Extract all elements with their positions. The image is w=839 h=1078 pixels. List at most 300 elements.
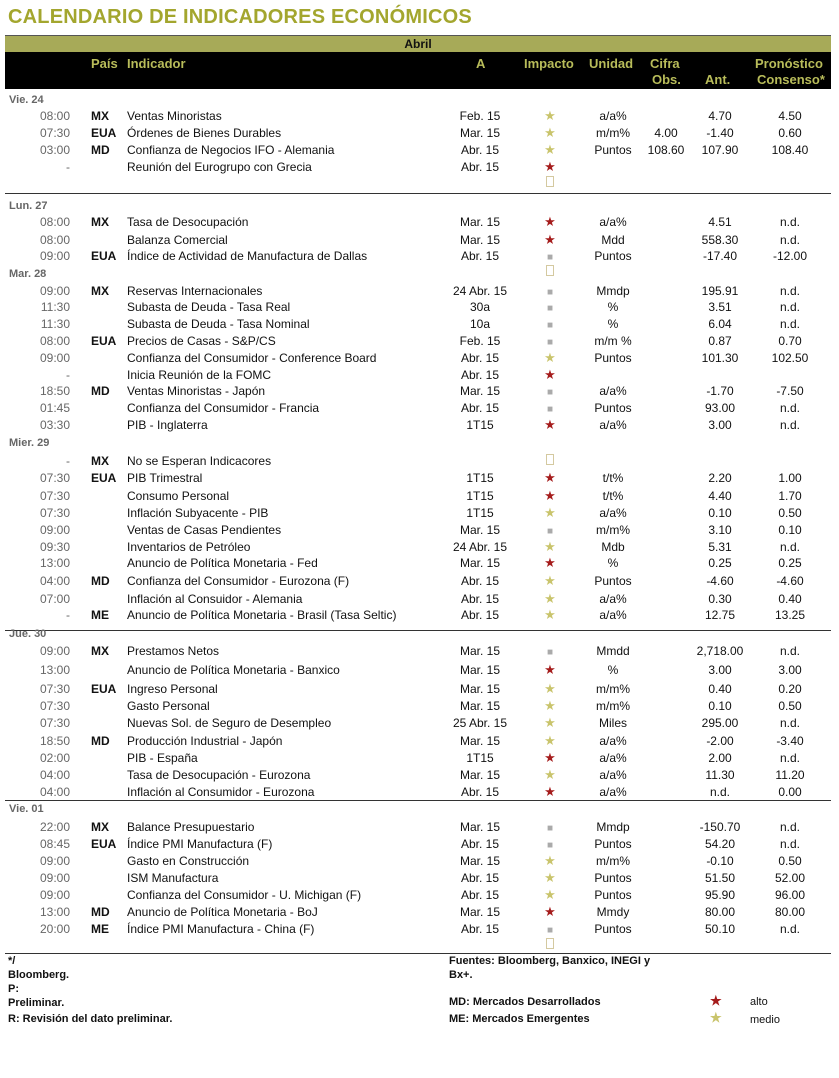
table-row [0,592,839,609]
footer-sources: Bx+. [449,969,473,981]
star-medium-icon: ★ [544,350,556,365]
table-row [0,871,839,888]
time-cell: 13:00 [39,556,70,570]
time-cell: 08:00 [39,215,70,229]
previous-cell: -1.70 [706,384,734,398]
legend-alto: alto [750,996,768,1008]
indicator-cell: No se Esperan Indicacores [127,454,272,468]
period-cell: Mar. 15 [459,384,501,398]
previous-cell: 3.51 [708,300,732,314]
period-cell: 24 Abr. 15 [452,540,508,554]
unit-cell: a/a% [599,734,627,748]
star-medium-icon: ★ [710,1010,722,1025]
table-row [0,608,839,625]
impact-cell [540,663,560,677]
consensus-cell: 11.20 [775,768,805,782]
time-cell: 07:00 [39,592,70,606]
time-cell: 09:00 [39,888,70,902]
star-high-icon: ★ [544,214,556,229]
observed-cell: 108.60 [647,143,685,157]
time-cell: - [66,608,70,622]
time-cell: 08:00 [39,334,70,348]
consensus-cell: -3.40 [776,734,804,748]
table-row [0,922,839,939]
impact-cell [540,768,560,782]
period-cell: Abr. 15 [460,888,500,902]
consensus-cell: 52.00 [774,871,806,885]
unit-cell: % [607,317,619,331]
impact-cell [540,317,560,333]
impact-cell [540,734,560,748]
time-cell: 11:30 [40,317,70,331]
indicator-cell: Tasa de Desocupación - Eurozona [127,768,311,782]
table-row [0,265,839,282]
star-high-icon: ★ [544,662,556,677]
indicator-cell: Confianza del Consumidor - Francia [127,401,320,415]
unit-cell: t/t% [602,489,624,503]
impact-cell [540,785,560,799]
indicator-cell: Confianza del Consumidor - U. Michigan (F) [127,888,362,902]
consensus-cell: 3.00 [778,663,802,677]
consensus-cell: n.d. [779,922,800,936]
indicator-cell: Confianza de Negocios IFO - Alemania [127,143,335,157]
consensus-cell: n.d. [779,837,800,851]
time-cell: 13:00 [39,905,70,919]
unit-cell: % [607,663,619,677]
unit-cell: t/t% [602,471,624,485]
previous-cell: n.d. [709,785,730,799]
time-cell: 09:00 [39,249,70,263]
footer-sources: Fuentes: Bloomberg, Banxico, INEGI y [449,955,651,967]
table-row [0,837,839,854]
previous-cell: 50.10 [704,922,736,936]
consensus-cell: 0.20 [778,682,802,696]
table-row [0,574,839,591]
unit-cell: Puntos [594,922,632,936]
consensus-cell: 80.00 [774,905,806,919]
impact-cell [540,938,560,952]
previous-cell: 2.00 [708,751,732,765]
period-cell: Mar. 15 [459,854,501,868]
indicator-cell: PIB Trimestral [127,471,203,485]
previous-cell: 3.00 [708,418,732,432]
previous-cell: 51.50 [704,871,736,885]
time-cell: - [66,160,70,174]
table-row [0,699,839,716]
previous-cell: 3.10 [708,523,732,537]
table-row [0,644,839,661]
period-cell: Mar. 15 [459,682,501,696]
square-low-icon: ■ [546,840,554,851]
previous-cell: -150.70 [699,820,741,834]
previous-cell: 54.20 [704,837,736,851]
indicator-cell: Balance Presupuestario [127,820,255,834]
period-cell: 1T15 [466,471,494,485]
impact-cell [540,608,560,622]
time-cell: - [66,368,70,382]
consensus-cell: 1.00 [778,471,802,485]
unit-cell: a/a% [599,751,627,765]
table-row [0,540,839,557]
consensus-cell: 0.70 [778,334,802,348]
impact-cell [540,644,560,660]
previous-cell: 80.00 [704,905,736,919]
indicator-cell: Índice de Actividad de Manufactura de Dallas [127,249,368,263]
period-cell: Mar. 15 [459,523,501,537]
empty-box-icon [546,265,554,276]
star-high-icon: ★ [544,232,556,247]
impact-cell [540,265,560,279]
impact-cell [540,716,560,730]
unit-cell: a/a% [599,418,627,432]
country-cell: EUA [91,249,117,263]
period-cell: Mar. 15 [459,768,501,782]
time-cell: 09:00 [39,523,70,537]
period-cell: Mar. 15 [459,663,501,677]
consensus-cell: n.d. [779,317,800,331]
previous-cell: 101.30 [701,351,739,365]
indicator-cell: Anuncio de Política Monetaria - Fed [127,556,318,570]
table-row [0,454,839,471]
unit-cell: Mmdy [596,905,630,919]
legend-medio: medio [750,1014,780,1026]
impact-cell [540,418,560,432]
table-row [0,785,839,802]
period-cell: Abr. 15 [460,574,500,588]
previous-cell: 0.10 [708,699,732,713]
col-indicador: Indicador [127,56,186,71]
star-medium-icon: ★ [544,573,556,588]
period-cell: Mar. 15 [459,644,501,658]
period-cell: 30a [469,300,491,314]
table-row [0,317,839,334]
indicator-cell: Ventas Minoristas [127,109,222,123]
unit-cell: m/m% [596,854,630,868]
period-cell: Mar. 15 [459,233,501,247]
indicator-cell: Precios de Casas - S&P/CS [127,334,276,348]
time-cell: 04:00 [39,574,70,588]
table-row [0,905,839,922]
previous-cell: -0.10 [706,854,734,868]
country-cell: MD [91,734,110,748]
previous-cell: 2,718.00 [696,644,744,658]
table-row [0,109,839,126]
country-cell: MD [91,143,110,157]
time-cell: 07:30 [39,716,70,730]
previous-cell: 107.90 [701,143,739,157]
footer-note: P: [8,983,19,995]
indicator-cell: Ventas Minoristas - Japón [127,384,266,398]
star-medium-icon: ★ [544,887,556,902]
indicator-cell: Producción Industrial - Japón [127,734,283,748]
consensus-cell: 96.00 [774,888,806,902]
time-cell: 18:50 [39,384,70,398]
consensus-cell: 0.40 [778,592,802,606]
indicator-cell: Subasta de Deuda - Tasa Real [127,300,291,314]
impact-cell [540,454,560,468]
day-label: Lun. 27 [9,200,48,212]
time-cell: 04:00 [39,785,70,799]
impact-cell [540,506,560,520]
period-cell: Abr. 15 [460,351,500,365]
unit-cell: Mmdd [596,644,630,658]
indicator-cell: Anuncio de Política Monetaria - BoJ [127,905,318,919]
col-pais: País [91,56,118,71]
indicator-cell: Tasa de Desocupación [127,215,249,229]
indicator-cell: PIB - Inglaterra [127,418,208,432]
indicator-cell: Ingreso Personal [127,682,218,696]
star-medium-icon: ★ [544,870,556,885]
star-medium-icon: ★ [544,767,556,782]
period-cell: Abr. 15 [460,837,500,851]
indicator-cell: Índice PMI Manufactura - China (F) [127,922,315,936]
unit-cell: Puntos [594,888,632,902]
unit-cell: m/m% [596,126,630,140]
col-pronostico: Pronóstico [755,56,823,71]
table-row [0,284,839,301]
consensus-cell: n.d. [779,418,800,432]
time-cell: 08:00 [39,233,70,247]
period-cell: Mar. 15 [459,699,501,713]
period-cell: Abr. 15 [460,249,500,263]
unit-cell: Puntos [594,143,632,157]
star-medium-icon: ★ [544,142,556,157]
period-cell: Feb. 15 [459,334,501,348]
impact-cell [540,837,560,853]
unit-cell: Puntos [594,401,632,415]
consensus-cell: 4.50 [778,109,802,123]
square-low-icon: ■ [546,404,554,415]
table-row [0,489,839,506]
empty-box-icon [546,938,554,949]
section-divider [5,630,831,631]
table-row [0,176,839,193]
table-row [0,249,839,266]
consensus-cell: n.d. [779,540,800,554]
table-row [0,233,839,250]
table-row [0,556,839,573]
consensus-cell: 1.70 [778,489,802,503]
consensus-cell: n.d. [779,751,800,765]
impact-cell [540,215,560,229]
unit-cell: a/a% [599,608,627,622]
time-cell: 11:30 [40,300,70,314]
col-consenso: Consenso* [757,72,825,87]
previous-cell: 0.87 [708,334,732,348]
impact-cell [540,699,560,713]
previous-cell: 12.75 [704,608,736,622]
indicator-cell: Balanza Comercial [127,233,228,247]
indicator-cell: Anuncio de Política Monetaria - Brasil (Tasa Seltic) [127,608,397,622]
consensus-cell: 108.40 [771,143,809,157]
table-row [0,768,839,785]
table-row [0,888,839,905]
country-cell: MX [91,644,109,658]
time-cell: 03:30 [39,418,70,432]
indicator-cell: Reservas Internacionales [127,284,263,298]
impact-cell [540,126,560,140]
previous-cell: 93.00 [704,401,736,415]
previous-cell: 5.31 [708,540,732,554]
indicator-cell: Anuncio de Política Monetaria - Banxico [127,663,340,677]
footer-note: Bloomberg. [8,969,70,981]
period-cell: 10a [469,317,491,331]
time-cell: 09:00 [39,644,70,658]
country-cell: EUA [91,126,117,140]
consensus-cell: 0.50 [778,506,802,520]
table-row [0,368,839,385]
previous-cell: 3.00 [708,663,732,677]
square-low-icon: ■ [546,287,554,298]
square-low-icon: ■ [546,647,554,658]
col-impacto: Impacto [524,56,574,71]
unit-cell: Mdd [601,233,625,247]
period-cell: 1T15 [466,489,494,503]
col-ant: Ant. [705,72,731,87]
previous-cell: 558.30 [701,233,739,247]
table-row [0,215,839,232]
impact-cell [540,143,560,157]
previous-cell: 0.25 [708,556,732,570]
table-row [0,682,839,699]
country-cell: ME [91,608,109,622]
unit-cell: m/m % [594,334,632,348]
square-low-icon: ■ [546,252,554,263]
country-cell: MX [91,284,109,298]
star-high-icon: ★ [544,488,556,503]
time-cell: - [66,454,70,468]
time-cell: 02:00 [39,751,70,765]
indicator-cell: Nuevas Sol. de Seguro de Desempleo [127,716,332,730]
square-low-icon: ■ [546,303,554,314]
star-medium-icon: ★ [544,108,556,123]
table-row [0,938,839,955]
indicator-cell: Inflación Subyacente - PIB [127,506,269,520]
indicator-cell: Inicia Reunión de la FOMC [127,368,272,382]
period-cell: Mar. 15 [459,215,501,229]
consensus-cell: n.d. [779,716,800,730]
consensus-cell: 0.00 [778,785,802,799]
country-cell: ME [91,922,109,936]
table-row [0,418,839,435]
page-title: CALENDARIO DE INDICADORES ECONÓMICOS [8,6,472,28]
star-high-icon: ★ [544,784,556,799]
unit-cell: a/a% [599,215,627,229]
consensus-cell: n.d. [779,233,800,247]
legend-me: ME: Mercados Emergentes [449,1013,590,1025]
country-cell: MX [91,454,109,468]
time-cell: 18:50 [39,734,70,748]
unit-cell: Mdb [601,540,625,554]
empty-box-icon [546,454,554,465]
period-cell: 1T15 [466,506,494,520]
indicator-cell: Órdenes de Bienes Durables [127,126,282,140]
table-row [0,334,839,351]
previous-cell: -1.40 [706,126,734,140]
impact-cell [540,300,560,316]
previous-cell: 6.04 [708,317,732,331]
impact-cell [540,905,560,919]
time-cell: 08:45 [39,837,70,851]
legend-md: MD: Mercados Desarrollados [449,996,601,1008]
table-row [0,751,839,768]
period-cell: Abr. 15 [460,592,500,606]
star-medium-icon: ★ [544,715,556,730]
previous-cell: 295.00 [701,716,739,730]
time-cell: 09:00 [39,854,70,868]
star-high-icon: ★ [544,555,556,570]
col-obs: Obs. [652,72,681,87]
footer-note: R: Revisión del dato preliminar. [8,1013,173,1025]
star-high-icon: ★ [710,993,722,1008]
indicator-cell: Subasta de Deuda - Tasa Nominal [127,317,310,331]
unit-cell: Puntos [594,837,632,851]
table-row [0,471,839,488]
unit-cell: % [607,556,619,570]
consensus-cell: 0.60 [778,126,802,140]
country-cell: EUA [91,837,117,851]
consensus-cell: n.d. [779,284,800,298]
impact-cell [540,854,560,868]
unit-cell: m/m% [596,682,630,696]
indicator-cell: Gasto en Construcción [127,854,250,868]
previous-cell: 11.30 [705,768,735,782]
star-medium-icon: ★ [544,607,556,622]
square-low-icon: ■ [546,823,554,834]
footer-note: */ [8,955,16,967]
impact-cell [540,871,560,885]
table-header [5,52,831,89]
unit-cell: Mmdp [596,284,630,298]
time-cell: 03:00 [39,143,70,157]
previous-cell: 195.91 [701,284,739,298]
time-cell: 09:00 [39,351,70,365]
consensus-cell: 102.50 [771,351,809,365]
time-cell: 22:00 [39,820,70,834]
square-low-icon: ■ [546,526,554,537]
time-cell: 07:30 [39,471,70,485]
star-high-icon: ★ [544,417,556,432]
star-medium-icon: ★ [544,698,556,713]
table-row [0,126,839,143]
day-label: Mar. 28 [9,268,47,280]
unit-cell: % [607,300,619,314]
impact-cell [540,489,560,503]
footer-note: Preliminar. [8,997,65,1009]
table-row [0,734,839,751]
impact-cell [540,556,560,570]
consensus-cell: 0.25 [778,556,802,570]
indicator-cell: Inflación al Consuidor - Alemania [127,592,303,606]
country-cell: EUA [91,471,117,485]
consensus-cell: -4.60 [776,574,804,588]
impact-cell [540,820,560,836]
period-cell: Abr. 15 [460,160,500,174]
unit-cell: Puntos [594,249,632,263]
consensus-cell: 0.50 [778,699,802,713]
previous-cell: 4.70 [708,109,732,123]
day-label: Vie. 24 [9,94,44,106]
unit-cell: a/a% [599,109,627,123]
star-medium-icon: ★ [544,681,556,696]
time-cell: 20:00 [39,922,70,936]
table-row [0,401,839,418]
country-cell: EUA [91,334,117,348]
table-row [0,716,839,733]
period-cell: Mar. 15 [459,126,501,140]
country-cell: MD [91,574,110,588]
time-cell: 09:00 [39,871,70,885]
